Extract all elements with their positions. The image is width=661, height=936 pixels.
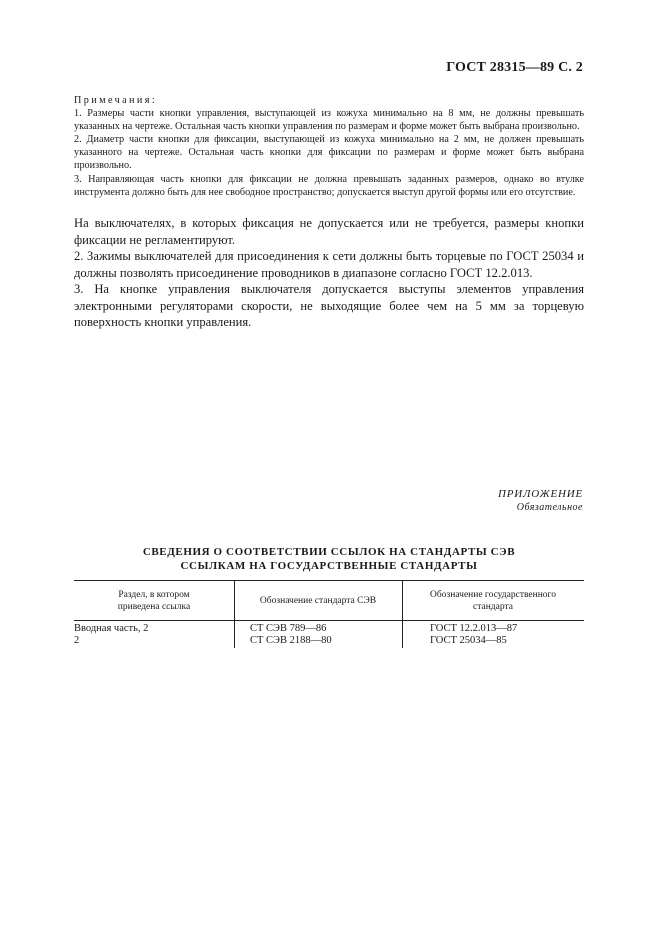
table-header-section-line-1: Раздел, в котором — [118, 590, 190, 600]
paragraph-control-button: 3. На кнопке управления выключателя допускается выступы элементов управления электронными регуляторами скорости, не выходящие более чем на 5 мм за торцевую поверхность кнопки управления. — [74, 282, 584, 329]
note-item-3: 3. Направляющая часть кнопки для фиксации не должна превышать заданных размеров, однако во втулке инструмента должно быть для нее свободное пространство; допускается выступ другой формы или его отсутствие. — [74, 173, 584, 198]
paragraph-no-fixation: На выключателях, в которых фиксация не допускается или не требуется, размеры кнопки фиксации не регламентируют. — [74, 216, 584, 247]
table-title — [74, 545, 584, 573]
table-header-gost-line-2: стандарта — [473, 602, 513, 612]
paragraph-terminals: 2. Зажимы выключателей для присоединения к сети должны быть торцевые по ГОСТ 25034 и должны позволять присоединение проводников в диапазоне согласно ГОСТ 12.2.013. — [74, 249, 584, 280]
table-header-gost — [402, 589, 584, 613]
table-header-section — [74, 589, 234, 613]
table-col-divider-1 — [234, 580, 235, 648]
table-row-2-gost: ГОСТ 25034—85 — [430, 635, 507, 646]
table-row-2-sev: СТ СЭВ 2188—80 — [250, 635, 332, 646]
table-title-line-2: ССЫЛКАМ НА ГОСУДАРСТВЕННЫЕ СТАНДАРТЫ — [180, 560, 478, 572]
table-row-1-gost: ГОСТ 12.2.013—87 — [430, 623, 518, 634]
table-row-2-section: 2 — [74, 635, 80, 646]
table-header-gost-line-1: Обозначение государственного — [430, 590, 556, 600]
note-item-1: 1. Размеры части кнопки управления, выступающей из кожуха минимально на 8 мм, не должны превышать указанных на чертеже. Остальная часть кнопки управления по размерам и форме может быть выбрана произвольно. — [74, 108, 584, 133]
notes-title: Примечания: — [74, 95, 158, 106]
table-row-1-section: Вводная часть, 2 — [74, 623, 149, 634]
appendix-title: ПРИЛОЖЕНИЕ — [498, 488, 583, 500]
appendix-label — [498, 487, 583, 515]
notes-block — [74, 94, 584, 199]
appendix-status: Обязательное — [516, 502, 583, 513]
table-row-1-sev: СТ СЭВ 789—86 — [250, 623, 327, 634]
document-reference: ГОСТ 28315—89 С. 2 — [446, 60, 583, 75]
table-header-rule — [74, 620, 584, 621]
table-top-rule — [74, 580, 584, 581]
table-title-line-1: СВЕДЕНИЯ О СООТВЕТСТВИИ ССЫЛОК НА СТАНДАРТЫ СЭВ — [142, 546, 516, 558]
note-item-2: 2. Диаметр части кнопки для фиксации, выступающей из кожуха минимально на 2 мм, не должен превышать указанного на чертеже. Остальная часть кнопки для фиксации по размерам и форме может быть выбрана произвольно. — [74, 134, 584, 172]
table-header-sev: Обозначение стандарта СЭВ — [259, 596, 377, 606]
table-header-section-line-2: приведена ссылка — [117, 602, 191, 612]
body-text — [74, 215, 584, 331]
